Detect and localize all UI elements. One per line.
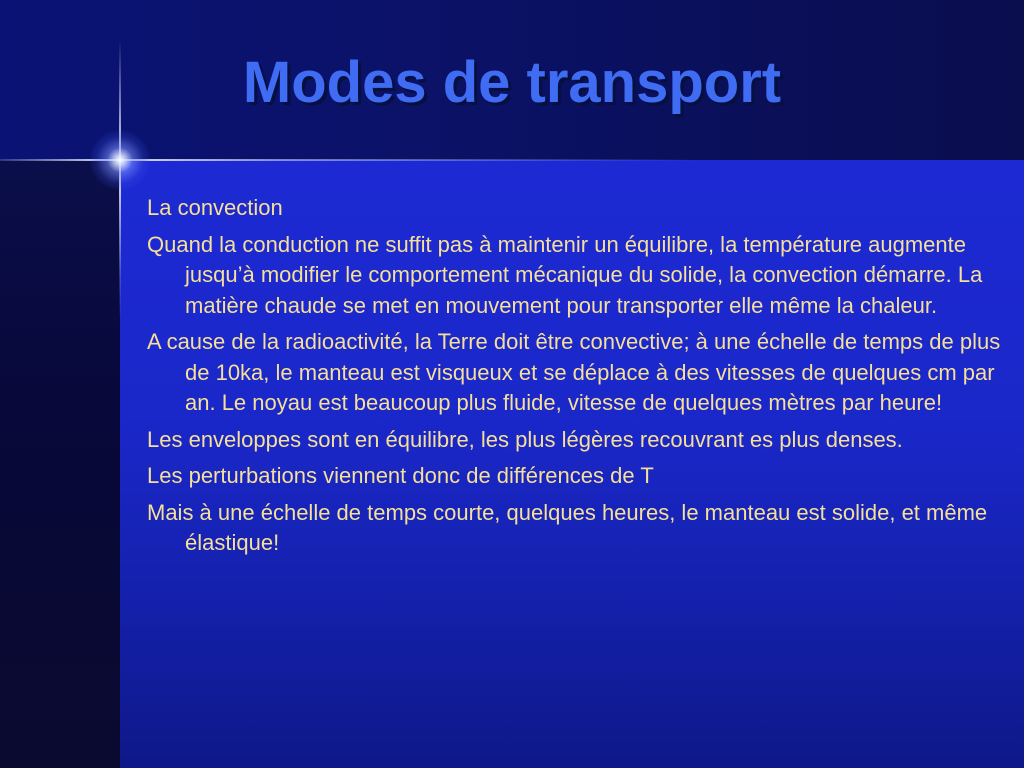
- slide-title: Modes de transport: [242, 50, 782, 115]
- paragraph-radioactivity: A cause de la radioactivité, la Terre doit être convective; à une échelle de temps de plus de 10ka, le manteau est visqueux et se déplace à des vitesses de quelques cm par an. Le noyau est beaucoup plus fluide, vitesse de quelques mètres par heure!: [147, 329, 1001, 415]
- paragraph-conduction: Quand la conduction ne suffit pas à maintenir un équilibre, la température augmente jusqu’à modifier le comportement mécanique du solide, la convection démarre. La matière chaude se met en mouvement pour transporter elle même la chaleur.: [147, 231, 983, 318]
- star-flare-icon: [90, 130, 150, 190]
- paragraph-convection-heading: La convection: [147, 195, 283, 220]
- paragraph-perturbations: Les perturbations viennent donc de différences de T: [147, 463, 654, 488]
- paragraph-envelopes: Les enveloppes sont en équilibre, les plus légères recouvrant es plus denses.: [147, 426, 903, 452]
- paragraph-short-timescale: Mais à une échelle de temps courte, quelques heures, le manteau est solide, et même élastique!: [147, 499, 988, 555]
- left-decor-strip: [0, 160, 120, 768]
- slide-body: [147, 193, 1007, 565]
